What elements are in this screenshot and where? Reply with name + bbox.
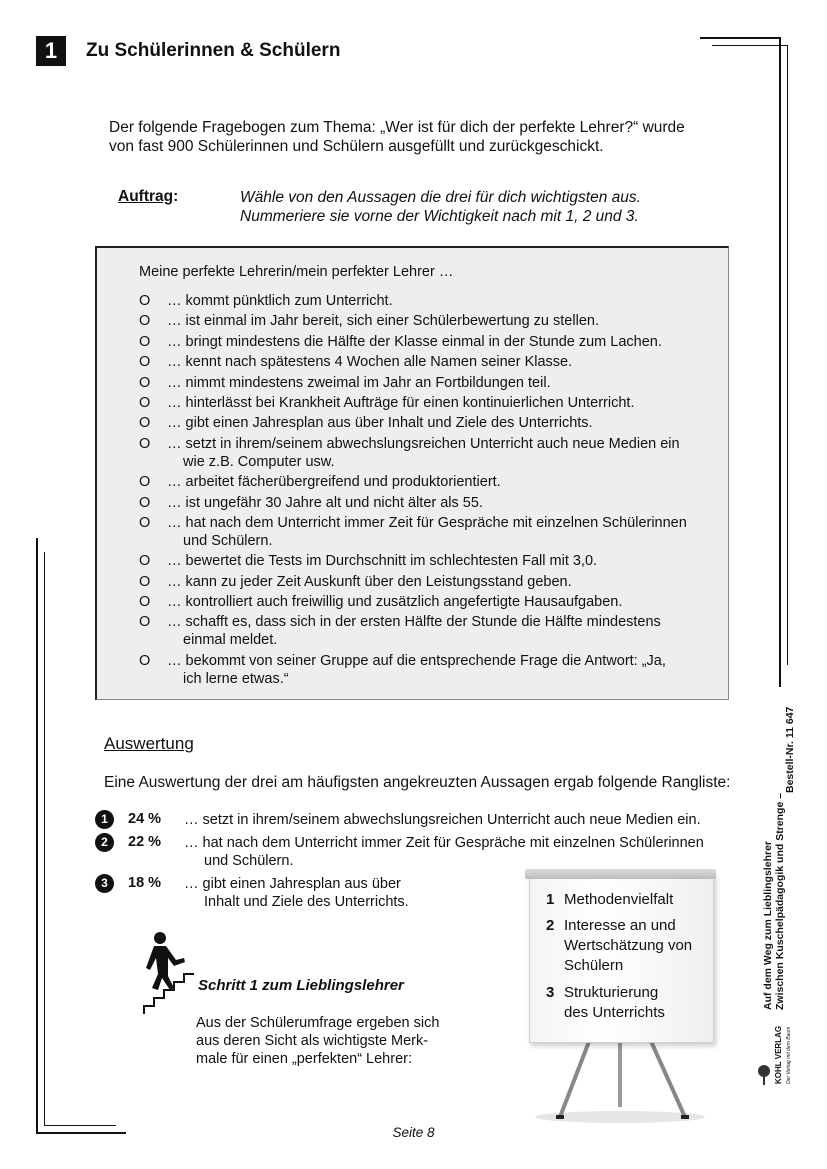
rank-badge: 1 [95, 810, 114, 829]
rank-text: … setzt in ihrem/seinem abwechslungsreichen Unterricht auch neue Medien ein. [184, 812, 701, 828]
checkbox-circle-icon[interactable]: O [139, 415, 151, 432]
checkbox-circle-icon[interactable]: O [139, 652, 151, 669]
rank-badge: 3 [95, 874, 114, 893]
page-number: Seite 8 [392, 1125, 435, 1140]
flipchart-item: 1 Methodenvielfalt [546, 891, 674, 908]
intro-line: von fast 900 Schülerinnen und Schülern ausgefüllt und zurückgeschickt. [109, 138, 604, 155]
flipchart-top-bar [525, 869, 716, 879]
questionnaire-item[interactable]: O … kommt pünktlich zum Unterricht. [139, 293, 393, 309]
checkbox-circle-icon[interactable]: O [139, 514, 151, 531]
frame-line-right-vertical-2 [787, 45, 788, 665]
checkbox-circle-icon[interactable]: O [139, 614, 151, 631]
chapter-number-badge: 1 [36, 36, 66, 66]
questionnaire-item[interactable]: O … kann zu jeder Zeit Auskunft über den Leistungsstand geben. [139, 573, 572, 590]
rank-badge: 2 [95, 833, 114, 852]
checkbox-circle-icon[interactable]: O [139, 553, 151, 570]
checkbox-circle-icon[interactable]: O [139, 354, 151, 371]
questionnaire-item[interactable]: O … ist einmal im Jahr bereit, sich einer Schülerbewertung zu stellen. [139, 313, 599, 330]
rank-text: … hat nach dem Unterricht immer Zeit für Gespräche mit einzelnen Schülerinnen und Schülern. [184, 835, 704, 869]
checkbox-circle-icon[interactable]: O [139, 594, 151, 611]
frame-line-left-vertical [36, 538, 38, 1134]
questionnaire-item[interactable]: O … bekommt von seiner Gruppe auf die entsprechende Frage die Antwort: „Ja, ich lerne etwas.“ [139, 652, 666, 687]
task-label: Auftrag: [118, 188, 179, 205]
checkbox-circle-icon[interactable]: O [139, 374, 151, 391]
rank-percent: 24 % [128, 811, 162, 827]
sidebar-order-number: Bestell-Nr. 11 647 [784, 706, 796, 793]
intro-paragraph [109, 118, 749, 156]
publisher-tree-logo-icon [756, 1064, 772, 1086]
evaluation-heading: Auswertung [104, 734, 194, 753]
frame-line-top-right-2 [712, 45, 788, 46]
questionnaire-item[interactable]: O … bringt mindestens die Hälfte der Klasse einmal in der Stunde zum Lachen. [139, 333, 662, 350]
checkbox-circle-icon[interactable]: O [139, 494, 151, 511]
task-line: Wähle von den Aussagen die drei für dich wichtigsten aus. [240, 189, 641, 206]
step-text: Aus der Schülerumfrage ergeben sich aus deren Sicht als wichtigste Merk- male für einen „perfekten“ Lehrer: [196, 1015, 440, 1067]
task-text [240, 188, 710, 226]
checkbox-circle-icon[interactable]: O [139, 474, 151, 491]
questionnaire-item[interactable]: O … gibt einen Jahresplan aus über Inhalt und Ziele des Unterrichts. [139, 415, 593, 432]
rank-percent: 18 % [128, 875, 162, 891]
questionnaire-list [139, 292, 719, 690]
sidebar-book-title: Auf dem Weg zum Lieblingslehrer Zwischen Kuschelpädagogik und Strenge – [762, 792, 786, 1010]
questionnaire-item[interactable]: O … bewertet die Tests im Durchschnitt im schlechtesten Fall mit 3,0. [139, 553, 598, 570]
evaluation-intro: Eine Auswertung der drei am häufigsten angekreuzten Aussagen ergab folgende Rangliste: [104, 774, 731, 791]
questionnaire-lead: Meine perfekte Lehrerin/mein perfekter Lehrer … [139, 264, 454, 280]
frame-line-left-vertical-2 [44, 552, 45, 1126]
checkbox-circle-icon[interactable]: O [139, 573, 151, 590]
flipchart-stand-icon [520, 1035, 720, 1125]
frame-line-top-right [700, 37, 780, 39]
questionnaire-item[interactable]: O … setzt in ihrem/seinem abwechslungsreichen Unterricht auch neue Medien ein wie z.B. Computer usw. [139, 435, 680, 470]
questionnaire-box [95, 246, 729, 700]
questionnaire-item[interactable]: O … arbeitet fächerübergreifend und produktorientiert. [139, 474, 501, 491]
checkbox-circle-icon[interactable]: O [139, 435, 151, 452]
flipchart-paper [529, 873, 714, 1043]
checkbox-circle-icon[interactable]: O [139, 394, 151, 411]
checkbox-circle-icon[interactable]: O [139, 333, 151, 350]
questionnaire-item[interactable]: O … ist ungefähr 30 Jahre alt und nicht älter als 55. [139, 494, 483, 511]
questionnaire-item[interactable]: O … hat nach dem Unterricht immer Zeit für Gespräche mit einzelnen Schülerinnen und Schülern. [139, 514, 687, 549]
task-line: Nummeriere sie vorne der Wichtigkeit nach mit 1, 2 und 3. [240, 208, 639, 225]
frame-line-right-vertical [779, 37, 781, 687]
step-title: Schritt 1 zum Lieblingslehrer [198, 977, 404, 994]
flipchart-item: 3 Strukturierung des Unterrichts [546, 984, 665, 1021]
publisher-tagline: Der Verlag mit dem Baum [786, 1026, 792, 1084]
intro-line: Der folgende Fragebogen zum Thema: „Wer ist für dich der perfekte Lehrer?“ wurde [109, 119, 685, 136]
questionnaire-item[interactable]: O … schafft es, dass sich in der ersten Hälfte der Stunde die Hälfte mindestens einmal meldet. [139, 614, 661, 649]
checkbox-circle-icon[interactable]: O [139, 313, 151, 330]
rank-text: … gibt einen Jahresplan aus über Inhalt und Ziele des Unterrichts. [184, 876, 409, 910]
questionnaire-item[interactable]: O … kontrolliert auch freiwillig und zusätzlich angefertigte Hausaufgaben. [139, 594, 623, 611]
person-climbing-stairs-icon [140, 928, 196, 1018]
questionnaire-item[interactable]: O … nimmt mindestens zweimal im Jahr an Fortbildungen teil. [139, 374, 551, 391]
questionnaire-item[interactable]: O … hinterlässt bei Krankheit Aufträge für einen kontinuierlichen Unterricht. [139, 394, 635, 411]
chapter-title: Zu Schülerinnen & Schülern [86, 40, 341, 61]
questionnaire-item[interactable]: O … kennt nach spätestens 4 Wochen alle Namen seiner Klasse. [139, 354, 573, 371]
flipchart-item: 2 Interesse an und Wertschätzung von Schülern [546, 917, 693, 974]
checkbox-circle-icon[interactable]: O [139, 293, 151, 309]
publisher-logo-text: KOHL VERLAG [774, 1025, 783, 1084]
rank-percent: 22 % [128, 834, 162, 850]
